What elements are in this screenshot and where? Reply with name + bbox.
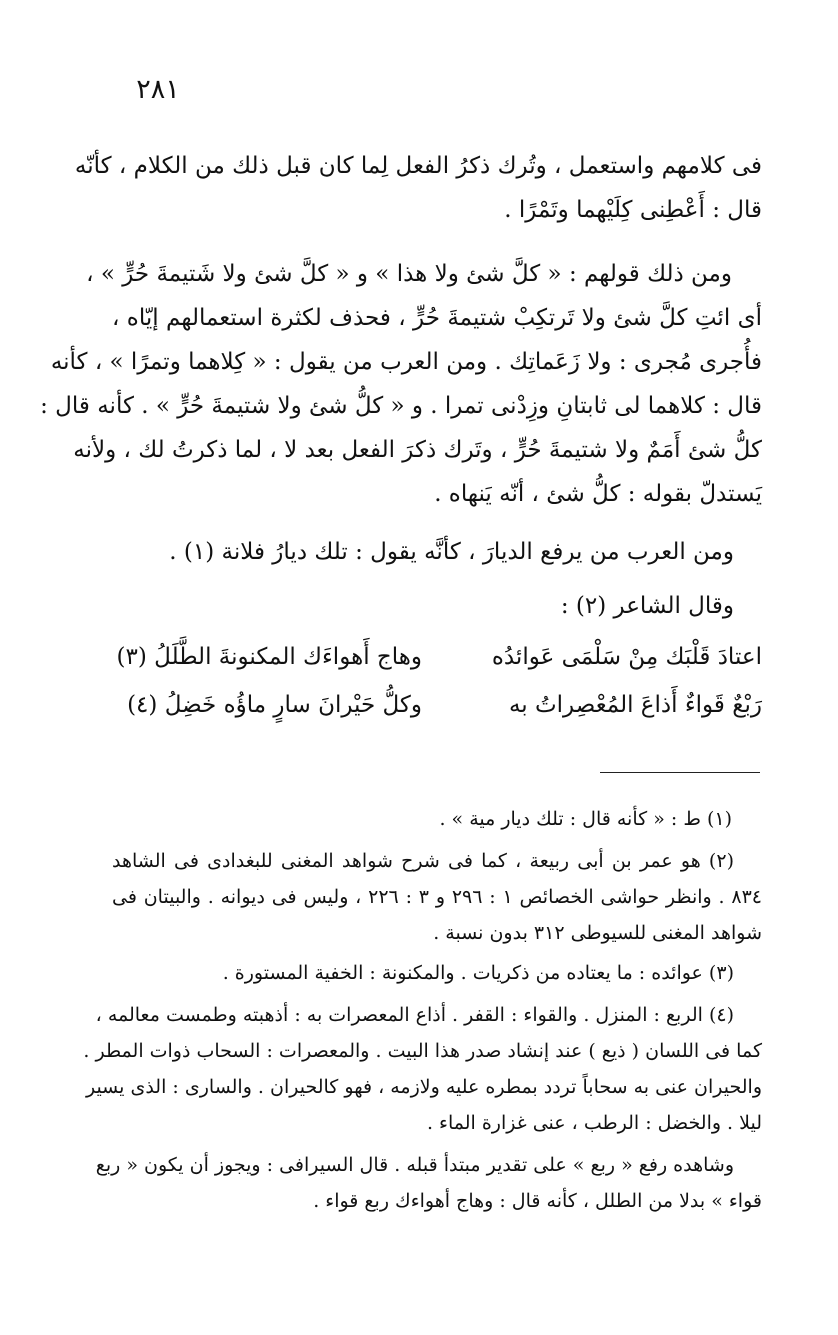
poet-intro: وقال الشاعر (٢) : (560, 593, 734, 619)
verse-hemistich: وهاج أَهواءَك المكنونةَ الطَّلَلُ (٣) (116, 644, 422, 670)
paragraph-line: قال : كلاهما لى ثابتانِ وزِدْنى تمرا . و « كلُّ شئ ولا شتيمةَ حُرٍّ » . كأنه قال : (40, 393, 762, 419)
paragraph-line: قال : أَعْطِنى كِلَيْهما وتَمْرًا . (504, 197, 762, 223)
verse-hemistich: رَبْعٌ قَواءٌ أَذاعَ المُعْصِراتُ به (508, 692, 762, 718)
paragraph-line: فأُجرى مُجرى : ولا زَعَماتِك . ومن العرب من يقول : « كِلاهما وتمرًا » ، كأنه (50, 349, 762, 375)
verse-hemistich: اعتادَ قَلْبَك مِنْ سَلْمَى عَوائدُه (491, 644, 762, 670)
footnote-divider (600, 772, 760, 773)
footnote-line: شواهد المغنى للسيوطى ٣١٢ بدون نسبة . (433, 922, 762, 944)
footnote-line: وشاهده رفع « ربع » على تقدير مبتدأ قبله . قال السيرافى : ويجوز أن يكون « ربع (95, 1154, 734, 1176)
paragraph-line: يَستدلّ بقوله : كلُّ شئ ، أنّه يَنهاه . (434, 481, 762, 507)
footnote-line: والحيران عنى به سحاباً تردد بمطره عليه ولازمه ، فهو كالحيران . والسارى : الذى يسير (85, 1076, 762, 1098)
footnote-line: (٤) الربع : المنزل . والقواء : القفر . أذاع المعصرات به : أذهبته وطمست معالمه ، (95, 1004, 734, 1026)
footnote-line: ٨٣٤ . وانظر حواشى الخصائص ١ : ٢٩٦ و ٣ : ٢٢٦ ، وليس فى ديوانه . والبيتان فى (112, 886, 762, 908)
page-number: ٢٨١ (136, 74, 180, 105)
paragraph-line: ومن ذلك قولهم : « كلَّ شئ ولا هذا » و « كلَّ شئ ولا شَتيمةَ حُرٍّ » ، (86, 261, 732, 287)
paragraph-line: كلُّ شئ أَمَمٌ ولا شتيمةَ حُرٍّ ، وتَرك ذكرَ الفعل بعد لا ، لما ذكرتُ لك ، ولأنه (73, 437, 762, 463)
footnote-line: ليلا . والخضل : الرطب ، عنى غزارة الماء . (426, 1112, 762, 1134)
footnote-line: كما فى اللسان ( ذيع ) عند إنشاد صدر هذا البيت . والمعصرات : السحاب ذوات المطر . (83, 1040, 762, 1062)
footnote-line: (٢) هو عمر بن أبى ربيعة ، كما فى شرح شواهد المغنى للبغدادى فى الشاهد (112, 850, 734, 872)
footnote-line: قواء » بدلا من الطلل ، كأنه قال : وهاج أهواءك ربع قواء . (313, 1190, 762, 1212)
paragraph-line: ومن العرب من يرفع الديارَ ، كأنَّه يقول : تلك ديارُ فلانة (١) . (169, 539, 734, 565)
paragraph-line: فى كلامهم واستعمل ، وتُرك ذكرُ الفعل لِما كان قبل ذلك من الكلام ، كأنّه (74, 153, 762, 179)
verse-hemistich: وكلُّ حَيْرانَ سارٍ ماؤُه خَضِلُ (٤) (127, 692, 422, 718)
paragraph-line: أى ائتِ كلَّ شئ ولا تَرتكِبْ شتيمةَ حُرٍّ ، فحذف لكثرة استعمالهم إيّاه ، (112, 305, 762, 331)
footnote: (٣) عوائده : ما يعتاده من ذكريات . والمكنونة : الخفية المستورة . (222, 962, 734, 984)
footnote: (١) ط : « كأنه قال : تلك ديار مية » . (439, 808, 732, 830)
